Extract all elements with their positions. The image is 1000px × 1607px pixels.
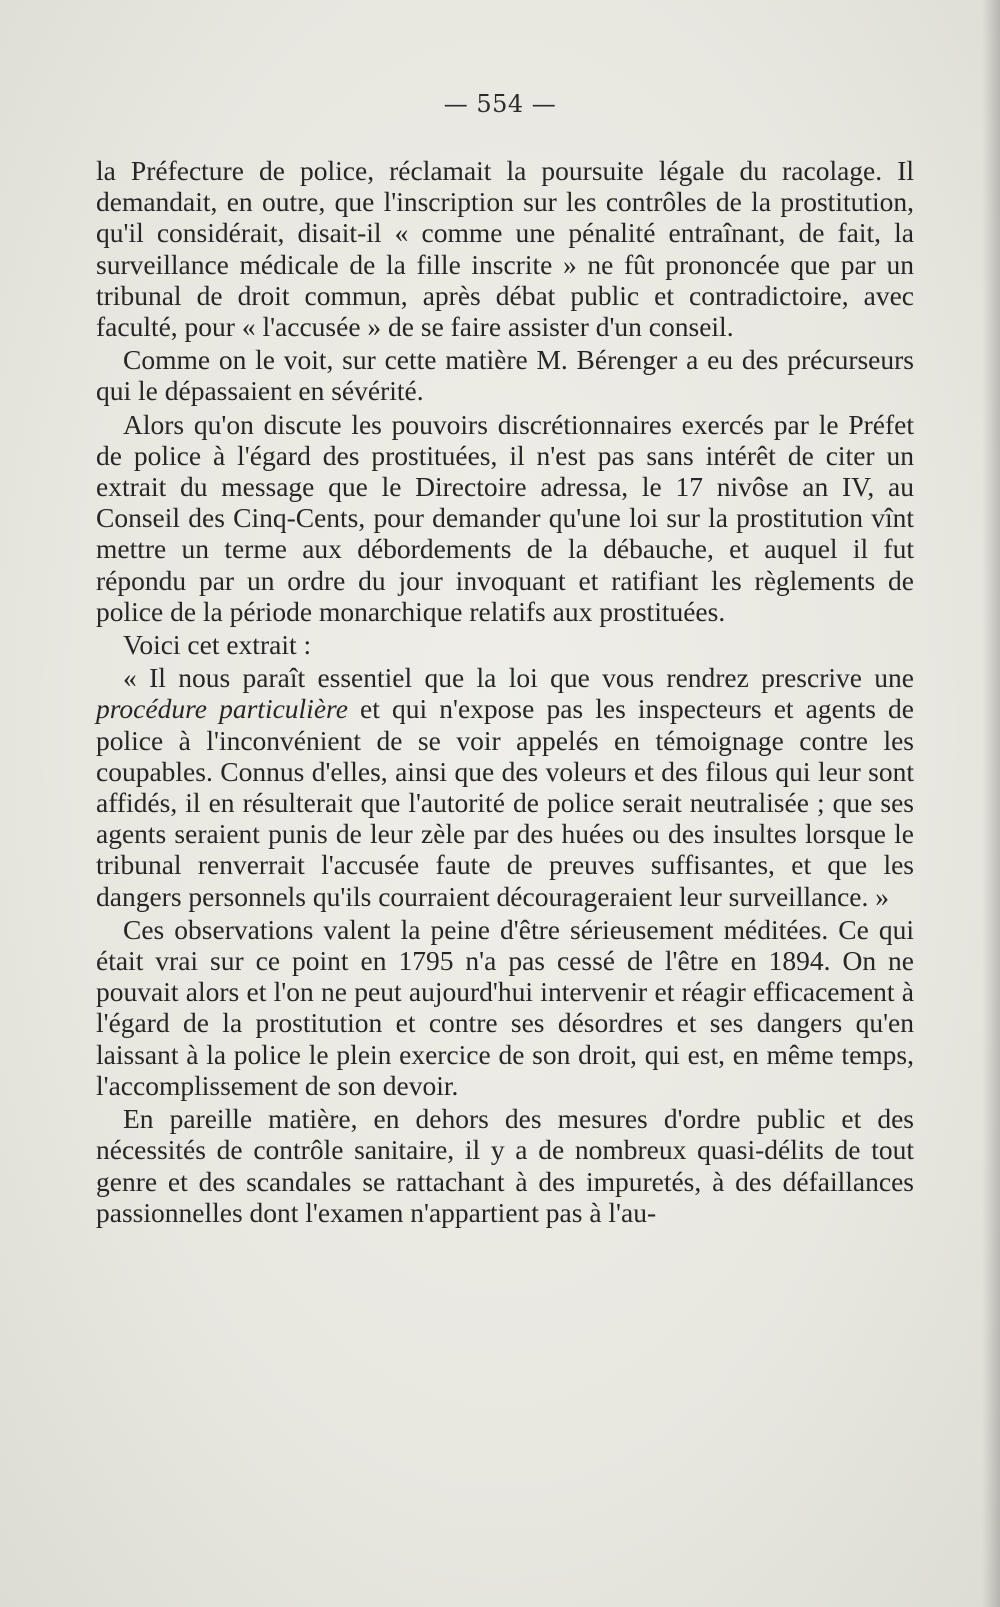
quote-text-end: et qui n'expose pas les inspecteurs et agents de police à l'inconvénient de se voir appelés en témoignage contre les coupables. Connus d'elles, ainsi que des voleurs et des filous qui leur sont affidés, il en résulterait que l'autorité de police serait neutralisée ; que ses agents seraient punis de leur zèle par des huées ou des insultes lorsque le tribunal renverrait l'accusée faute de preuves suffisantes, et que les dangers personnels qu'ils courraient décourageraient leur surveillance. »	[96, 693, 915, 912]
paragraph-3: Alors qu'on discute les pouvoirs discrétionnaires exercés par le Préfet de police à l'égard des prostituées, il n'est pas sans intérêt de citer un extrait du message que le Directoire adressa, le 17 nivôse an IV, au Conseil des Cinq-Cents, pour demander qu'une loi sur la prostitution vînt mettre un terme aux débordements de la débauche, et auquel il fut répondu par un ordre du jour invoquant et ratifiant les règlements de police de la période monarchique relatifs aux prostituées.	[96, 408, 914, 627]
page-number: — 554 —	[443, 90, 557, 118]
quote-text-start: « Il nous paraît essentiel que la loi que vous rendrez prescrive une	[123, 662, 914, 694]
paragraph-4: Voici cet extrait :	[123, 629, 312, 661]
paragraph-1: la Préfecture de police, réclamait la poursuite légale du racolage. Il demandait, en outre, que l'inscription sur les contrôles de la prostitution, qu'il considérait, disait-il « comme une pénalité entraînant, de fait, la surveillance médicale de la fille inscrite » ne fût prononcée que par un tribunal de droit commun, après débat public et contradictoire, avec faculté, pour « l'accusée » de se faire assister d'un conseil.	[96, 155, 914, 343]
paragraph-5-quote	[96, 662, 914, 912]
body-text	[96, 155, 914, 1230]
paragraph-6: Ces observations valent la peine d'être sérieusement méditées. Ce qui était vrai sur ce point en 1795 n'a pas cessé de l'être en 1894. On ne pouvait alors et l'on ne peut aujourd'hui intervenir et réagir efficacement à l'égard de la prostitution et contre ses désordres et ses dangers qu'en laissant à la police le plein exercice de son droit, qui est, en même temps, l'accomplissement de son devoir.	[96, 913, 914, 1101]
page-edge-shadow	[982, 0, 1000, 1607]
paragraph-2: Comme on le voit, sur cette matière M. Bérenger a eu des précurseurs qui le dépassaient en sévérité.	[96, 344, 914, 407]
paragraph-7: En pareille matière, en dehors des mesures d'ordre public et des nécessités de contrôle sanitaire, il y a de nombreux quasi-délits de tout genre et des scandales se rattachant à des impuretés, à des défaillances passionnelles dont l'examen n'appartient pas à l'au-	[96, 1103, 914, 1228]
quote-italic-phrase: procédure particulière	[96, 693, 348, 725]
